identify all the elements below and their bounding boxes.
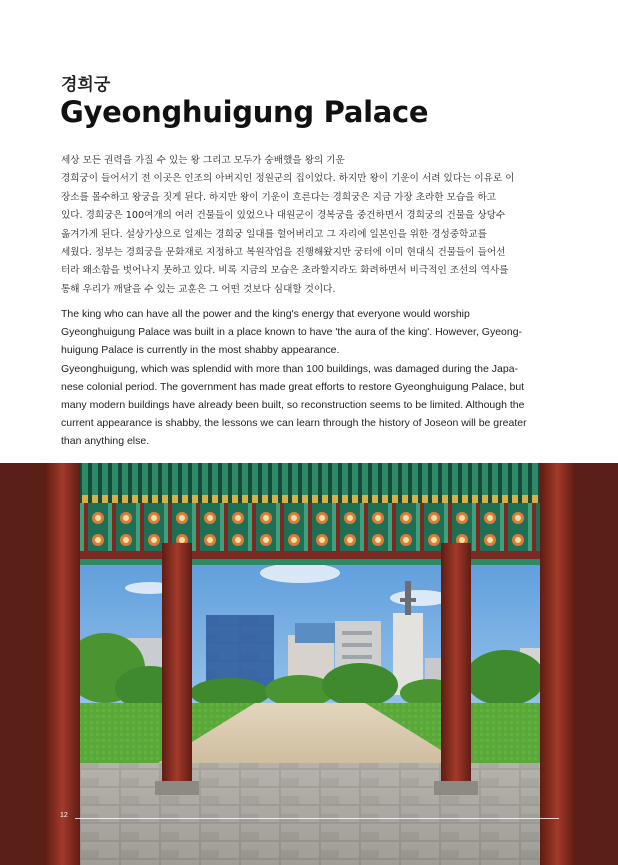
- english-line: huigung Palace is currently in the most shabby appearance.: [61, 344, 340, 357]
- english-line: current appearance is shabby, the lessons we can learn through the history of Joseon will be greater: [61, 417, 527, 430]
- korean-line: 경희궁이 들어서기 전 이곳은 인조의 아버지인 정원군의 집이었다. 하지만 왕이 기운이 서려 있다는 이유로 이: [61, 173, 515, 185]
- english-line: than anything else.: [61, 435, 150, 448]
- english-body-text: [61, 305, 559, 451]
- page-number: 12: [60, 812, 68, 819]
- roof-rafters: [0, 463, 618, 508]
- korean-line: 있다. 경희궁은 100여개의 여러 건물들이 있었으나 대원군이 경복궁을 중건하면서 경희궁의 건물을 상당수: [61, 210, 506, 222]
- korean-line: 세웠다. 정부는 경희궁을 문화재로 지정하고 복원작업을 진행해왔지만 궁터에 이미 현대식 건물들이 들어선: [61, 247, 506, 259]
- pillar-right: [441, 543, 471, 788]
- page-title: Gyeonghuigung Palace: [60, 95, 429, 129]
- english-line: Gyeonghuigung, which was splendid with more than 100 buildings, was damaged during the Japa-: [61, 362, 519, 375]
- korean-line: 세상 모든 권력을 가질 수 있는 왕 그리고 모두가 숭배했을 왕의 기운: [61, 155, 345, 166]
- korean-body-text: [61, 152, 559, 299]
- dancheong-beam: [40, 503, 580, 553]
- section-kicker: 경희궁: [61, 75, 111, 95]
- english-line: The king who can have all the power and the king's energy that everyone would worship: [61, 308, 470, 320]
- footer-rule: [75, 818, 559, 819]
- korean-line: 터라 왜소함을 벗어나지 못하고 있다. 비록 지금의 모습은 초라할지라도 화려하면서 비극적인 조선의 역사를: [61, 265, 509, 277]
- korean-line: 통해 우리가 깨달을 수 있는 교훈은 그 어떤 것보다 심대할 것이다.: [61, 283, 336, 295]
- korean-line: 장소를 몰수하고 왕궁을 짓게 된다. 하지만 왕이 기운이 흐른다는 경희궁은 지금 가장 초라한 모습을 하고: [61, 191, 496, 203]
- pillar-left: [162, 543, 192, 788]
- palace-gate-photo: [0, 463, 618, 865]
- english-line: nese colonial period. The government has made great efforts to restore Gyeonghuigung Palace, but: [61, 380, 525, 393]
- english-line: many modern buildings have already been built, so reconstruction seems to be limited. Although the: [61, 399, 525, 412]
- english-line: Gyeonghuigung Palace was built in a place known to have 'the aura of the king'. However, Gyeong-: [61, 326, 523, 339]
- korean-line: 옮겨가게 된다. 설상가상으로 일제는 경희궁 일대를 헐어버리고 그 자리에 일본인을 위한 경성중학교를: [61, 228, 487, 240]
